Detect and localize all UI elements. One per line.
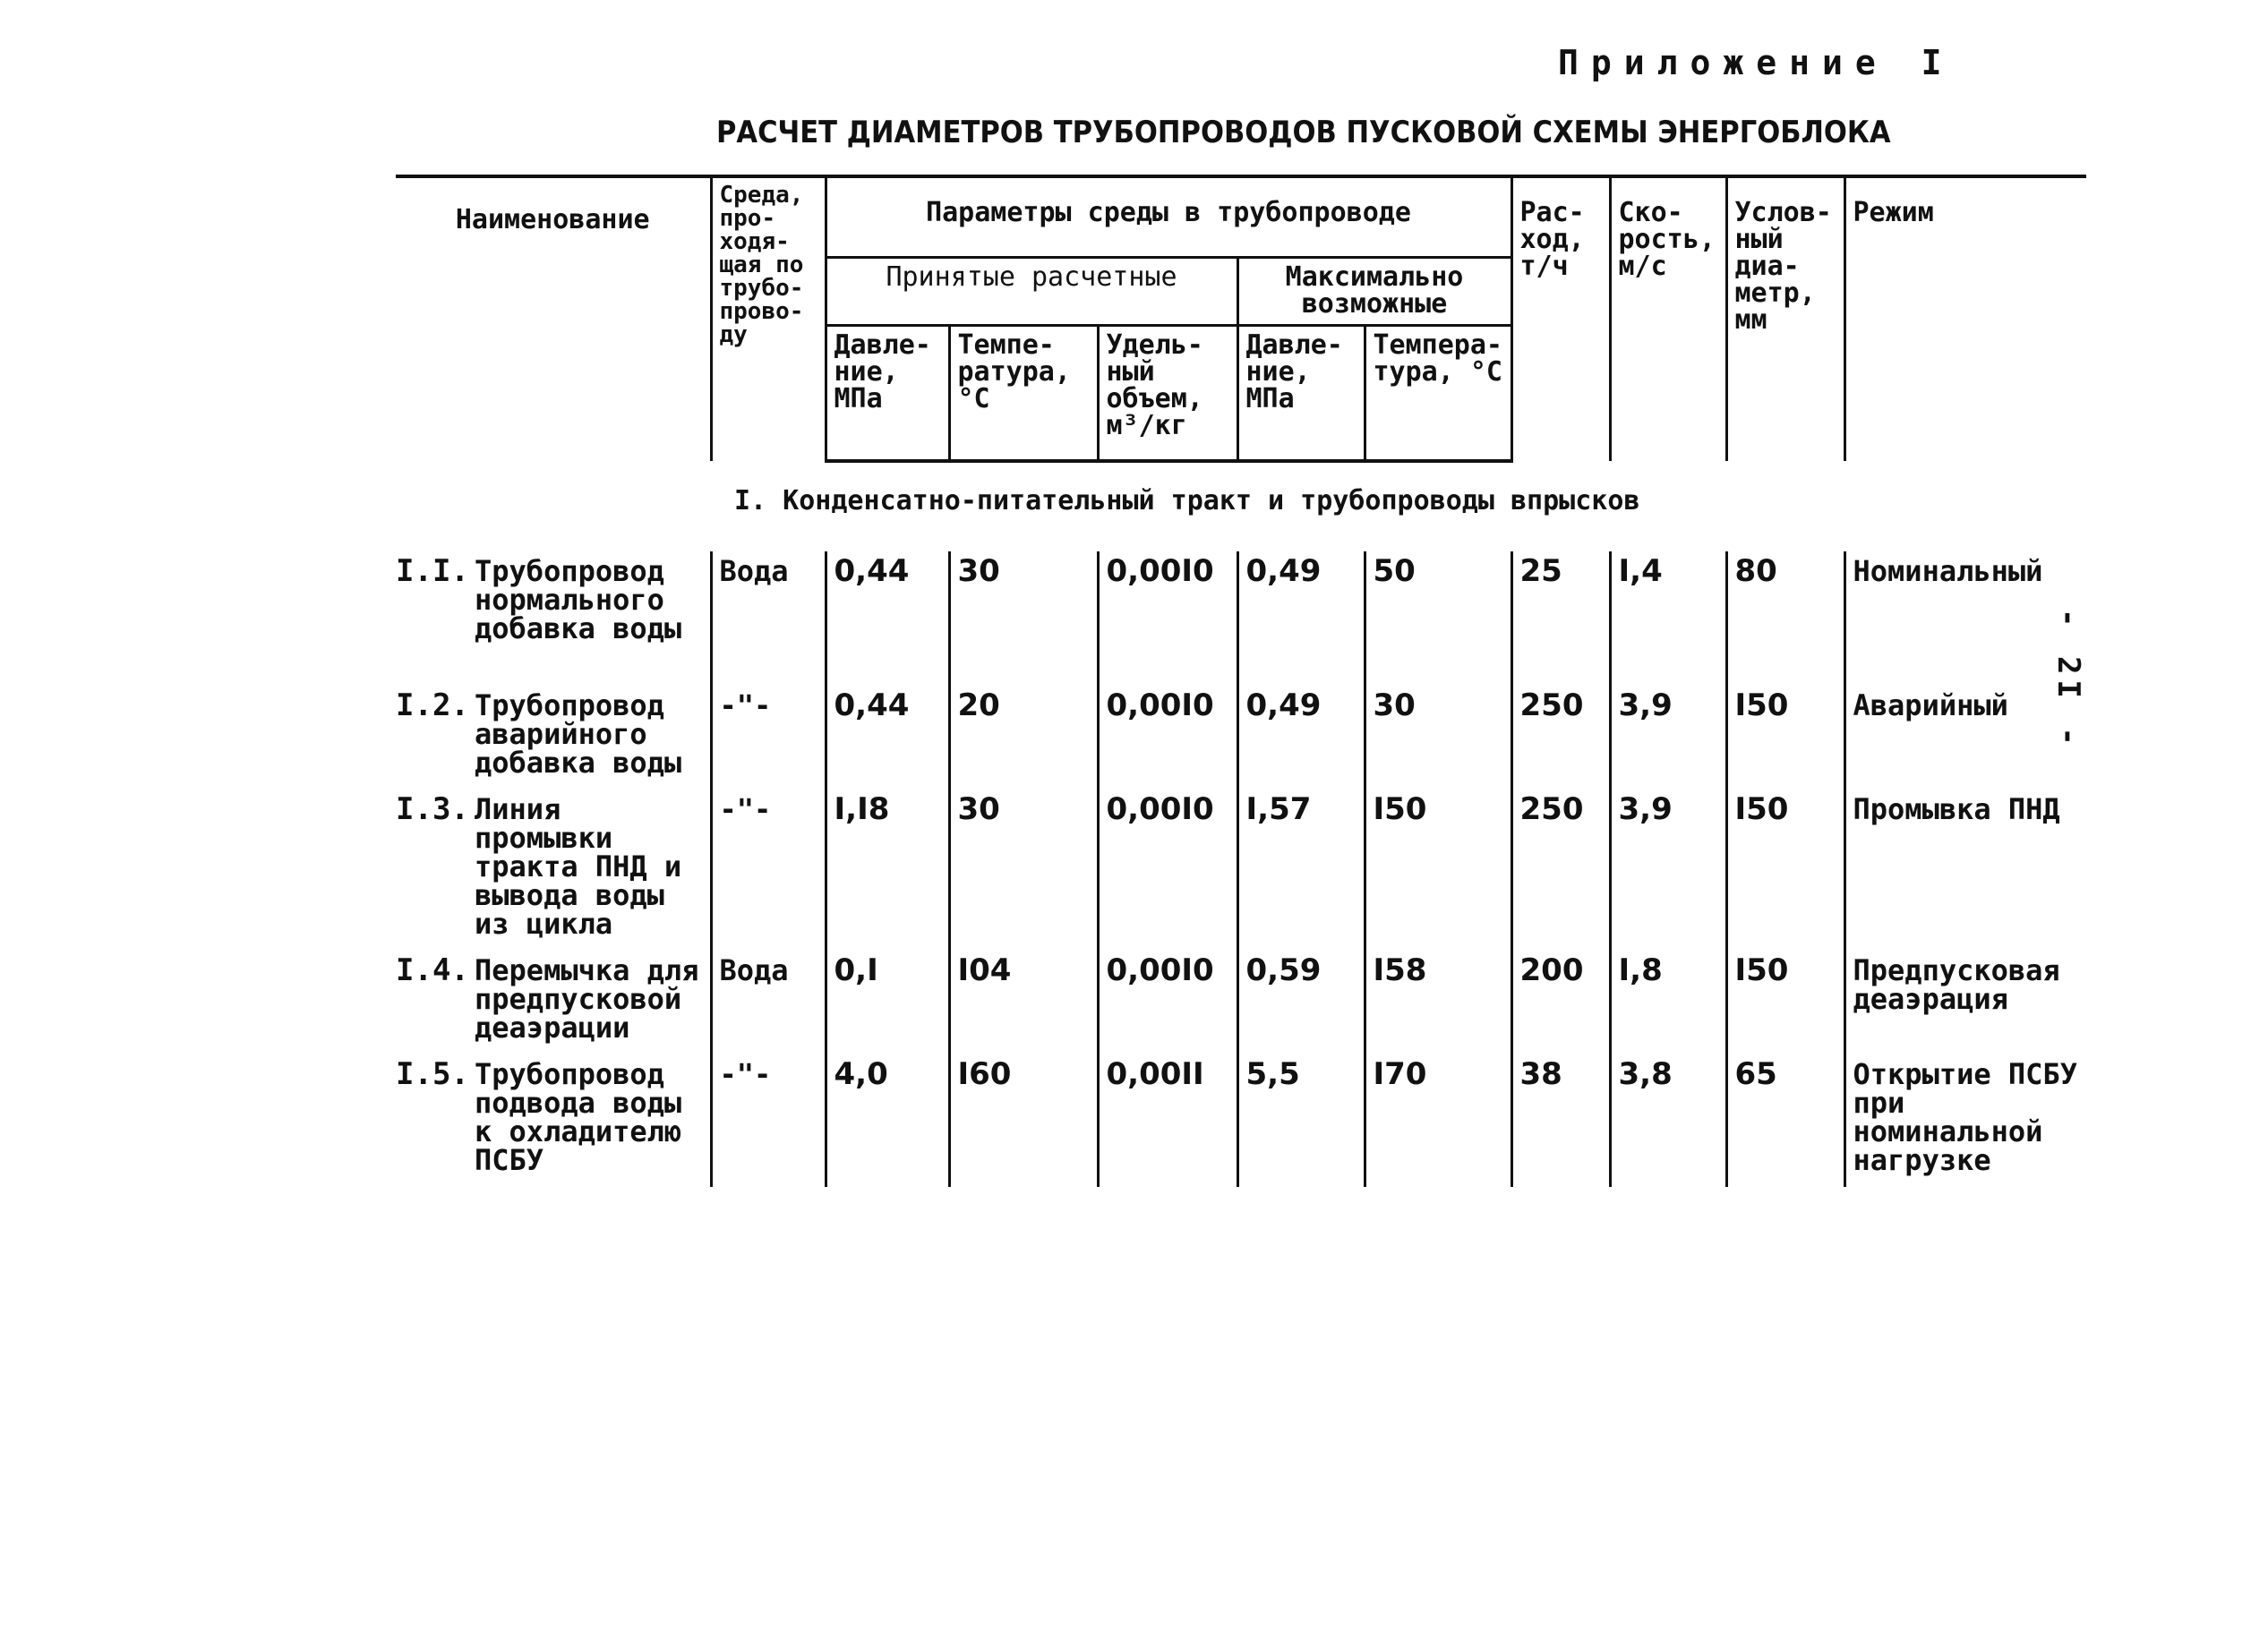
- header-max-pressure: Давле- ние, МПа: [1237, 325, 1365, 461]
- header-diameter: Услов- ный диа- метр, мм: [1726, 176, 1844, 461]
- row-medium: -"-: [711, 790, 826, 951]
- row-mode: Номинальный: [1844, 551, 2086, 686]
- row-temperature: 30: [949, 551, 1098, 686]
- row-specific-volume: 0,00I0: [1098, 551, 1237, 686]
- header-flow: Рас- ход, т/ч: [1511, 176, 1610, 461]
- row-pressure: 0,44: [826, 551, 949, 686]
- header-accepted: Принятые расчетные: [826, 257, 1237, 325]
- row-velocity: 3,8: [1610, 1054, 1726, 1187]
- row-flow: 200: [1511, 951, 1610, 1054]
- row-name: Трубопровод нормального добавка воды: [475, 554, 682, 645]
- row-max-pressure: 0,59: [1237, 951, 1365, 1054]
- row-name: Линия промывки тракта ПНД и вывода воды из цикла: [475, 792, 682, 941]
- row-pressure: I,I8: [826, 790, 949, 951]
- row-temperature: I04: [949, 951, 1098, 1054]
- header-mode: Режим: [1844, 176, 2086, 461]
- row-pressure: 4,0: [826, 1054, 949, 1187]
- row-diameter: I50: [1726, 686, 1844, 790]
- row-flow: 250: [1511, 686, 1610, 790]
- row-flow: 250: [1511, 790, 1610, 951]
- row-pressure: 0,44: [826, 686, 949, 790]
- row-velocity: I,4: [1610, 551, 1726, 686]
- row-diameter: I50: [1726, 790, 1844, 951]
- row-max-pressure: 0,49: [1237, 551, 1365, 686]
- row-max-pressure: 5,5: [1237, 1054, 1365, 1187]
- table-header: [396, 175, 2086, 463]
- row-max-temperature: 30: [1365, 686, 1511, 790]
- row-max-temperature: I50: [1365, 790, 1511, 951]
- row-mode: Аварийный: [1844, 686, 2086, 790]
- row-specific-volume: 0,00I0: [1098, 951, 1237, 1054]
- row-specific-volume: 0,00II: [1098, 1054, 1237, 1187]
- row-medium: Вода: [711, 551, 826, 686]
- row-mode: Предпусковая деаэрация: [1844, 951, 2086, 1054]
- page-number: - 2I -: [2050, 609, 2086, 751]
- row-temperature: 30: [949, 790, 1098, 951]
- row-max-pressure: 0,49: [1237, 686, 1365, 790]
- table-row: [396, 951, 2086, 1054]
- row-mode: Промывка ПНД: [1844, 790, 2086, 951]
- appendix-label: Приложение I: [1558, 43, 1955, 82]
- row-max-temperature: I70: [1365, 1054, 1511, 1187]
- header-specific-volume: Удель- ный объем, м³/кг: [1098, 325, 1237, 461]
- row-name: Трубопровод аварийного добавка воды: [475, 688, 682, 780]
- header-params: Параметры среды в трубопроводе: [826, 176, 1511, 257]
- row-specific-volume: 0,00I0: [1098, 790, 1237, 951]
- data-table: [396, 551, 2086, 1187]
- row-temperature: 20: [949, 686, 1098, 790]
- row-max-temperature: 50: [1365, 551, 1511, 686]
- row-diameter: 65: [1726, 1054, 1844, 1187]
- row-diameter: 80: [1726, 551, 1844, 686]
- header-name: Наименование: [396, 176, 711, 461]
- row-max-temperature: I58: [1365, 951, 1511, 1054]
- row-number: I.3.: [396, 791, 469, 827]
- row-number: I.I.: [396, 553, 469, 589]
- header-velocity: Ско- рость, м/с: [1610, 176, 1726, 461]
- row-number: I.2.: [396, 687, 469, 723]
- row-name: Трубопровод подвода воды к охладителю ПСБУ: [475, 1057, 682, 1177]
- table-row: [396, 686, 2086, 790]
- row-velocity: 3,9: [1610, 686, 1726, 790]
- table-row: [396, 551, 2086, 686]
- table-row: [396, 790, 2086, 951]
- row-flow: 38: [1511, 1054, 1610, 1187]
- header-medium: Среда, про- ходя- щая по трубо- прово- ду: [711, 176, 826, 461]
- row-name: Перемычка для предпусковой деаэрации: [475, 953, 699, 1045]
- row-medium: Вода: [711, 951, 826, 1054]
- row-medium: -"-: [711, 686, 826, 790]
- row-velocity: 3,9: [1610, 790, 1726, 951]
- header-max-temperature: Темпера- тура, °С: [1365, 325, 1511, 461]
- header-maximum: Максимально возможные: [1237, 257, 1511, 325]
- row-temperature: I60: [949, 1054, 1098, 1187]
- document-title: РАСЧЕТ ДИАМЕТРОВ ТРУБОПРОВОДОВ ПУСКОВОЙ СХЕМЫ ЭНЕРГОБЛОКА: [716, 115, 1891, 150]
- row-mode: Открытие ПСБУ при номинальной нагрузке: [1844, 1054, 2086, 1187]
- header-pressure: Давле- ние, МПа: [826, 325, 949, 461]
- row-medium: -"-: [711, 1054, 826, 1187]
- row-number: I.5.: [396, 1056, 469, 1092]
- row-number: I.4.: [396, 952, 469, 988]
- table-row: [396, 1054, 2086, 1187]
- section-title: I. Конденсатно-питательный тракт и трубопроводы впрысков: [734, 485, 1640, 516]
- row-velocity: I,8: [1610, 951, 1726, 1054]
- row-flow: 25: [1511, 551, 1610, 686]
- header-temperature: Темпе- ратура, °С: [949, 325, 1098, 461]
- row-pressure: 0,I: [826, 951, 949, 1054]
- row-diameter: I50: [1726, 951, 1844, 1054]
- row-max-pressure: I,57: [1237, 790, 1365, 951]
- row-specific-volume: 0,00I0: [1098, 686, 1237, 790]
